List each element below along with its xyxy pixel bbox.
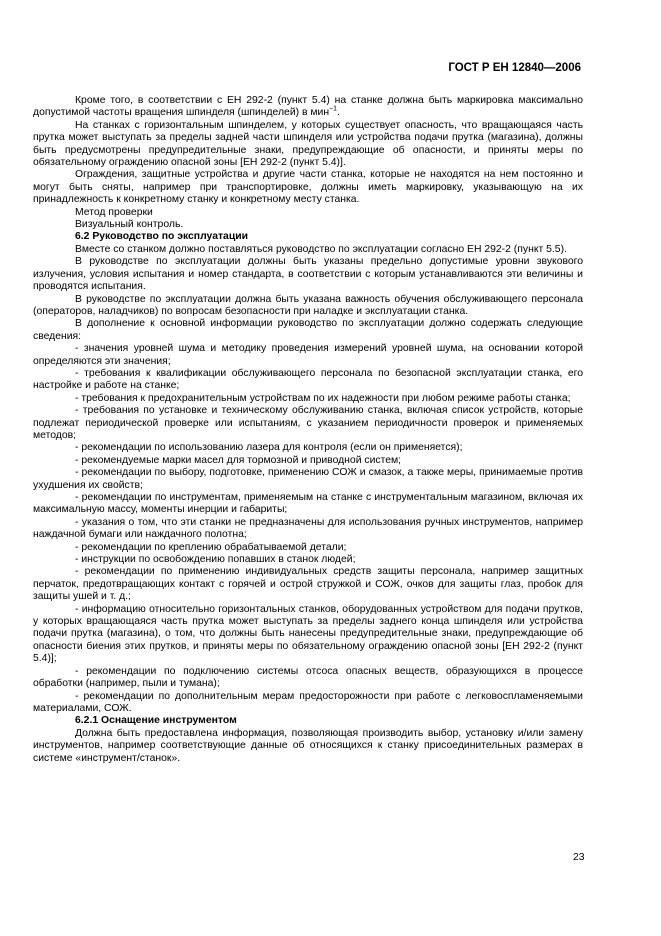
list-item: - рекомендации по использованию лазера для контроля (если он применяется); [75,442,463,454]
paragraph: Визуальный контроль. [75,219,184,231]
paragraph: В дополнение к основной информации руководство по эксплуатации должно содержать следующие сведения: [33,318,583,342]
paragraph: Кроме того, в соответствии с ЕН 292-2 (пункт 5.4) на станке должна быть маркировка максимально допустимой частоты вращения шпинделя (шпинделей) в мин$^{-1}$. [33,95,583,119]
subsection-heading: 6.2.1 Оснащение инструментом [75,715,237,727]
paragraph: Вместе со станком должно поставляться руководство по эксплуатации согласно ЕН 292-2 (пункт 5.5). [75,243,567,255]
page-number: 23 [573,852,585,863]
list-item: - значения уровней шума и методику проведения измерений уровней шума, на основании которой определяются эти значения; [33,343,583,367]
list-item: - требования к предохранительным устройствам по их надежности при любом режиме работы станка; [75,392,571,404]
document-body [33,95,583,765]
paragraph: На станках с горизонтальным шпинделем, у которых существует опасность, что вращающаяся часть прутка может выступать за пределы задней части шпинделя или устройства подачи прутка (магазина), должны быть предусмотрены предупредительные знаки, предупреждающие об опасности, и приняты меры по обязательному ограждению опасной зоны [ЕН 292-2 (пункт 5.4)]. [33,119,583,169]
paragraph: Метод проверки [75,206,153,218]
list-item: - рекомендации по подключению системы отсоса опасных веществ, образующихся в процессе обработки (например, пыли и тумана); [33,665,583,690]
paragraph: В руководстве по эксплуатации должны быть указаны предельно допустимые уровни звукового излучения, условия испытания и номер стандарта, в соответствии с которым устанавливаются эти величины и проводятся испытания. [33,256,583,293]
list-item: - рекомендуемые марки масел для тормозной и приводной систем; [75,454,402,466]
document-header: ГОСТ Р ЕН 12840—2006 [448,62,581,74]
list-item: - рекомендации по применению индивидуальных средств защиты персонала, например защитных перчаток, предотвращающих контакт с горячей и острой стружкой и СОЖ, очков для защиты глаз, пробок для защиты ушей и т. д.; [33,566,583,603]
list-item: - требования по установке и техническому обслуживанию станка, включая список устройств, которые подлежат периодической проверке или испытаниям, с указанием периодичности проверок и применяемых методов; [33,405,583,441]
list-item: - указания о том, что эти станки не предназначены для использования ручных инструментов, например наждачной бумаги или наждачного полотна; [33,516,583,541]
section-heading: 6.2 Руководство по эксплуатации [75,231,249,243]
list-item: - рекомендации по инструментам, применяемым на станке с инструментальным магазином, включая их максимальную массу, моменты инерции и габариты; [33,492,583,516]
paragraph: Ограждения, защитные устройства и другие части станка, которые не находятся на нем постоянно и могут быть сняты, например при транспортировке, должны иметь маркировку, указывающую на их принадлежность к конкретному станку и конкретному месту станка. [33,169,583,206]
list-item: - требования к квалификации обслуживающего персонала по безопасной эксплуатации станка, его настройке и работе на станке; [33,367,583,392]
list-item: - инструкции по освобождению попавших в станок людей; [75,554,356,566]
list-item: - информацию относительно горизонтальных станков, оборудованных устройством для подачи прутков, у которых вращающаяся часть прутка может выступать за пределы заднего конца шпинделя или устройства подачи прутка (магазина), о том, что должны быть нанесены предупредительные знаки, предупреждающие об опасности биения этих прутков, и приняты меры по обязательному ограждению опасной зоны [ЕН 292-2 (пункт 5.4)]; [33,603,583,665]
list-item: - рекомендации по выбору, подготовке, применению СОЖ и смазок, а также меры, принимаемые против ухудшения их свойств; [33,467,583,491]
paragraph: В руководстве по эксплуатации должна быть указана важность обучения обслуживающего персонала (операторов, наладчиков) по вопросам безопасности при наладке и эксплуатации станка. [33,293,583,317]
paragraph: Должна быть предоставлена информация, позволяющая производить выбор, установку и/или замену инструментов, например соответствующие данные об относящихся к станку присоединительных размерах в системе «инструмент/станок». [33,727,583,764]
list-item: - рекомендации по дополнительным мерам предосторожности при работе с легковоспламеняемыми материалами, СОЖ. [33,690,583,714]
list-item: - рекомендации по креплению обрабатываемой детали; [75,541,347,553]
